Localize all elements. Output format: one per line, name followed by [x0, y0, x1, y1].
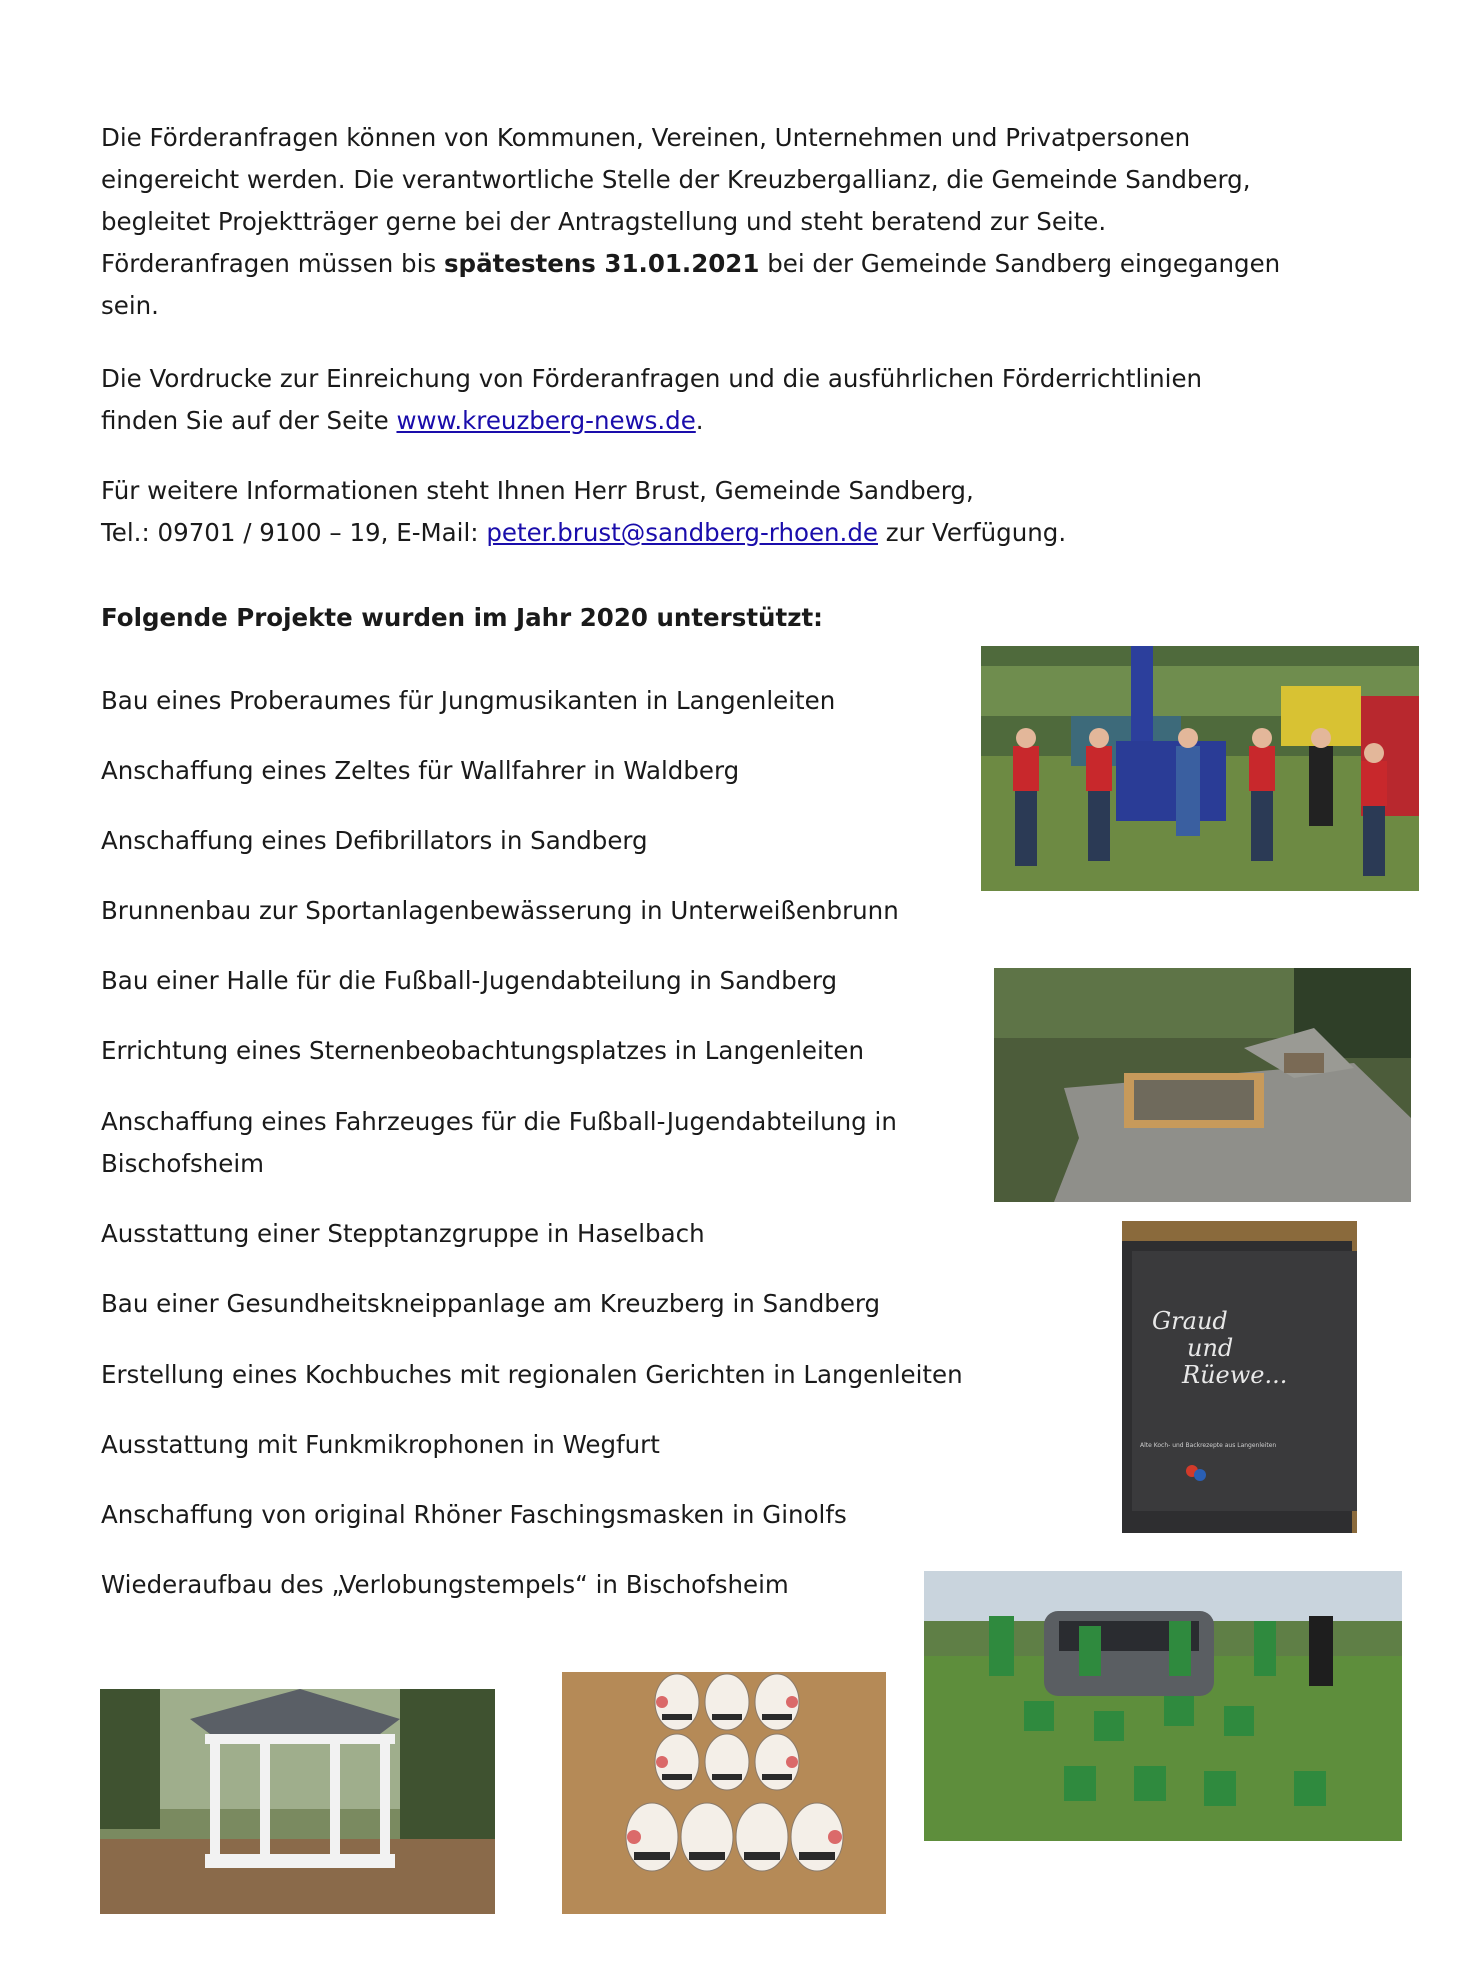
website-link[interactable]: www.kreuzberg-news.de: [396, 406, 696, 435]
cookbook-title-line1: Graud: [1152, 1307, 1228, 1335]
photo-carnival-masks: [562, 1672, 886, 1914]
projects-heading: Folgende Projekte wurden im Jahr 2020 unterstützt:: [101, 603, 823, 632]
intro-paragraph-1: Die Förderanfragen können von Kommunen, Vereinen, Unternehmen und Privatpersonen eingereicht werden. Die verantwortliche Stelle der Kreuzbergallianz, die Gemeinde Sandberg, begleitet Projektträger gerne bei der Antragstellung und steht beratend zur Seite. Förderanfragen müssen bis spätestens 31.01.2021 bei der Gemeinde Sandberg eingegangen sein.: [101, 123, 1281, 320]
cookbook-title-line3: Rüewe...: [1182, 1361, 1288, 1389]
project-item: Bau einer Halle für die Fußball-Jugendabteilung in Sandberg: [101, 966, 838, 995]
deadline-text: spätestens 31.01.2021: [443, 249, 760, 278]
project-item: Anschaffung eines Fahrzeuges für die Fußball-Jugendabteilung in Bischofsheim: [101, 1107, 897, 1178]
project-item: Brunnenbau zur Sportanlagenbewässerung in Unterweißenbrunn: [101, 896, 899, 925]
photo-gazebo: [100, 1689, 495, 1914]
cookbook-title-line2: und: [1187, 1334, 1234, 1362]
project-item: Errichtung eines Sternenbeobachtungsplatzes in Langenleiten: [101, 1036, 865, 1065]
intro-paragraph-2: Die Vordrucke zur Einreichung von Förderanfragen und die ausführlichen Förderrichtlinien finden Sie auf der Seite www.kreuzberg-news.de.: [101, 364, 1203, 435]
email-link[interactable]: peter.brust@sandberg-rhoen.de: [486, 518, 878, 547]
project-item: Ausstattung mit Funkmikrophonen in Wegfurt: [101, 1430, 660, 1459]
photo-kneipp-basin: [994, 968, 1411, 1202]
cookbook-subtitle: Alte Koch- und Backrezepte aus Langenleiten: [1140, 1442, 1277, 1449]
project-item: Bau einer Gesundheitskneippanlage am Kreuzberg in Sandberg: [101, 1289, 881, 1318]
project-item: Anschaffung eines Zeltes für Wallfahrer in Waldberg: [101, 756, 740, 785]
photo-football-team-vehicle: [924, 1571, 1402, 1841]
photo-cookbook-cover: [1122, 1221, 1357, 1533]
project-item: Wiederaufbau des „Verlobungstempels“ in Bischofsheim: [101, 1570, 789, 1599]
project-item: Bau eines Proberaumes für Jungmusikanten in Langenleiten: [101, 686, 836, 715]
project-item: Ausstattung einer Stepptanzgruppe in Haselbach: [101, 1219, 705, 1248]
photo-drilling-rig-group: [981, 646, 1419, 891]
project-item: Anschaffung von original Rhöner Faschingsmasken in Ginolfs: [101, 1500, 847, 1529]
project-item: Erstellung eines Kochbuches mit regionalen Gerichten in Langenleiten: [101, 1360, 963, 1389]
intro-paragraph-3: Für weitere Informationen steht Ihnen Herr Brust, Gemeinde Sandberg, Tel.: 09701 / 9100 – 19, E-Mail: peter.brust@sandberg-rhoen.de zur Verfügung.: [101, 476, 1067, 547]
project-item: Anschaffung eines Defibrillators in Sandberg: [101, 826, 648, 855]
